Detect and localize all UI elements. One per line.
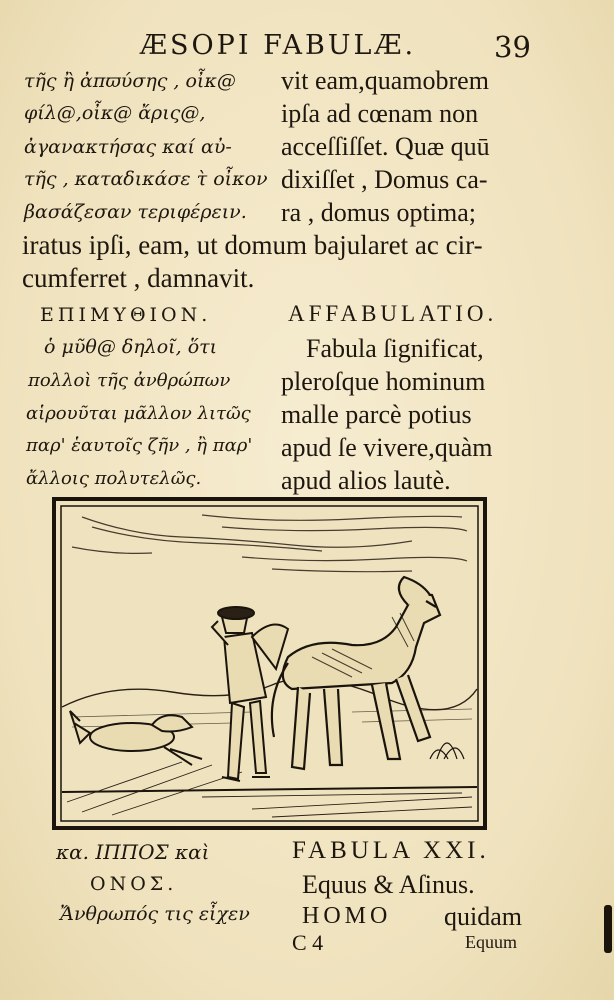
catchword: Equum [465,932,517,952]
latin-moral-line: pleroſque hominum [281,367,486,396]
greek-moral-line: παρ' ἑαυτοῖς ζῆν , ἢ παρ' [26,435,253,456]
latin-line: dixiſſet , Domus ca- [281,165,488,194]
greek-moral-heading: ΕΠΙΜΥΘΙΟΝ. [40,304,212,326]
latin-moral-line: Fabula ſignificat, [306,334,484,363]
greek-moral-line: ἄλλοις πολυτελῶς. [26,468,202,489]
next-fable-latin-title: Equus & Aſinus. [302,870,475,899]
next-fable-greek-title-2: ΟΝΟΣ. [90,873,178,895]
running-head: ÆSOPI FABULÆ. [140,30,417,61]
latin-moral-line: apud ſe vivere,quàm [281,433,493,462]
latin-line: acceſſiſſet. Quæ quū [281,132,490,161]
greek-line: τῆς ἢ ἀπϖύσης , οἶκ@ [24,70,236,92]
greek-line: φίλ@,οἶκ@ ἄρις@, [24,102,206,124]
signature-mark: C 4 [292,930,324,955]
next-fable-latin-start-2: quidam [444,902,522,931]
latin-line: ra , domus optima; [281,198,476,227]
woodcut-horse-ass-man-icon [52,497,487,830]
latin-line: vit eam,quamobrem [281,66,489,95]
greek-line: βασάζεσαν τεριφέρειν. [24,201,247,223]
latin-moral-line: malle parcè potius [281,400,472,429]
latin-line: ipſa ad cœnam non [281,99,479,128]
latin-moral-heading: AFFABULATIO. [288,301,498,326]
greek-line: ἀγανακτήσας καί αὐ- [24,136,232,158]
full-width-line: iratus ipſi, eam, ut domum bajularet ac cir- [22,230,483,260]
greek-moral-line: πολλοὶ τῆς ἀνθρώπων [28,370,231,391]
full-width-line: cumferret , damnavit. [22,263,255,293]
page-edge-mark [604,905,612,953]
page-number: 39 [494,30,531,64]
greek-moral-line: αἱρουῦται μᾶλλον λιτῶς [26,403,251,424]
next-fable-greek-title: κα. ΙΠΠΟΣ καὶ [56,840,210,864]
next-fable-latin-heading: FABULA XXI. [292,837,490,864]
next-fable-latin-start: HOMO [302,903,392,929]
next-fable-greek-text: Ἄνθρωπός τις εἶχεν [60,903,250,925]
greek-line: τῆς , καταδικάσε τ̀ οἶκον [24,168,268,190]
greek-moral-line: ὁ μῦθ@ δηλοῖ, ὅτι [44,336,218,358]
latin-moral-line: apud alios lautè. [281,466,451,495]
